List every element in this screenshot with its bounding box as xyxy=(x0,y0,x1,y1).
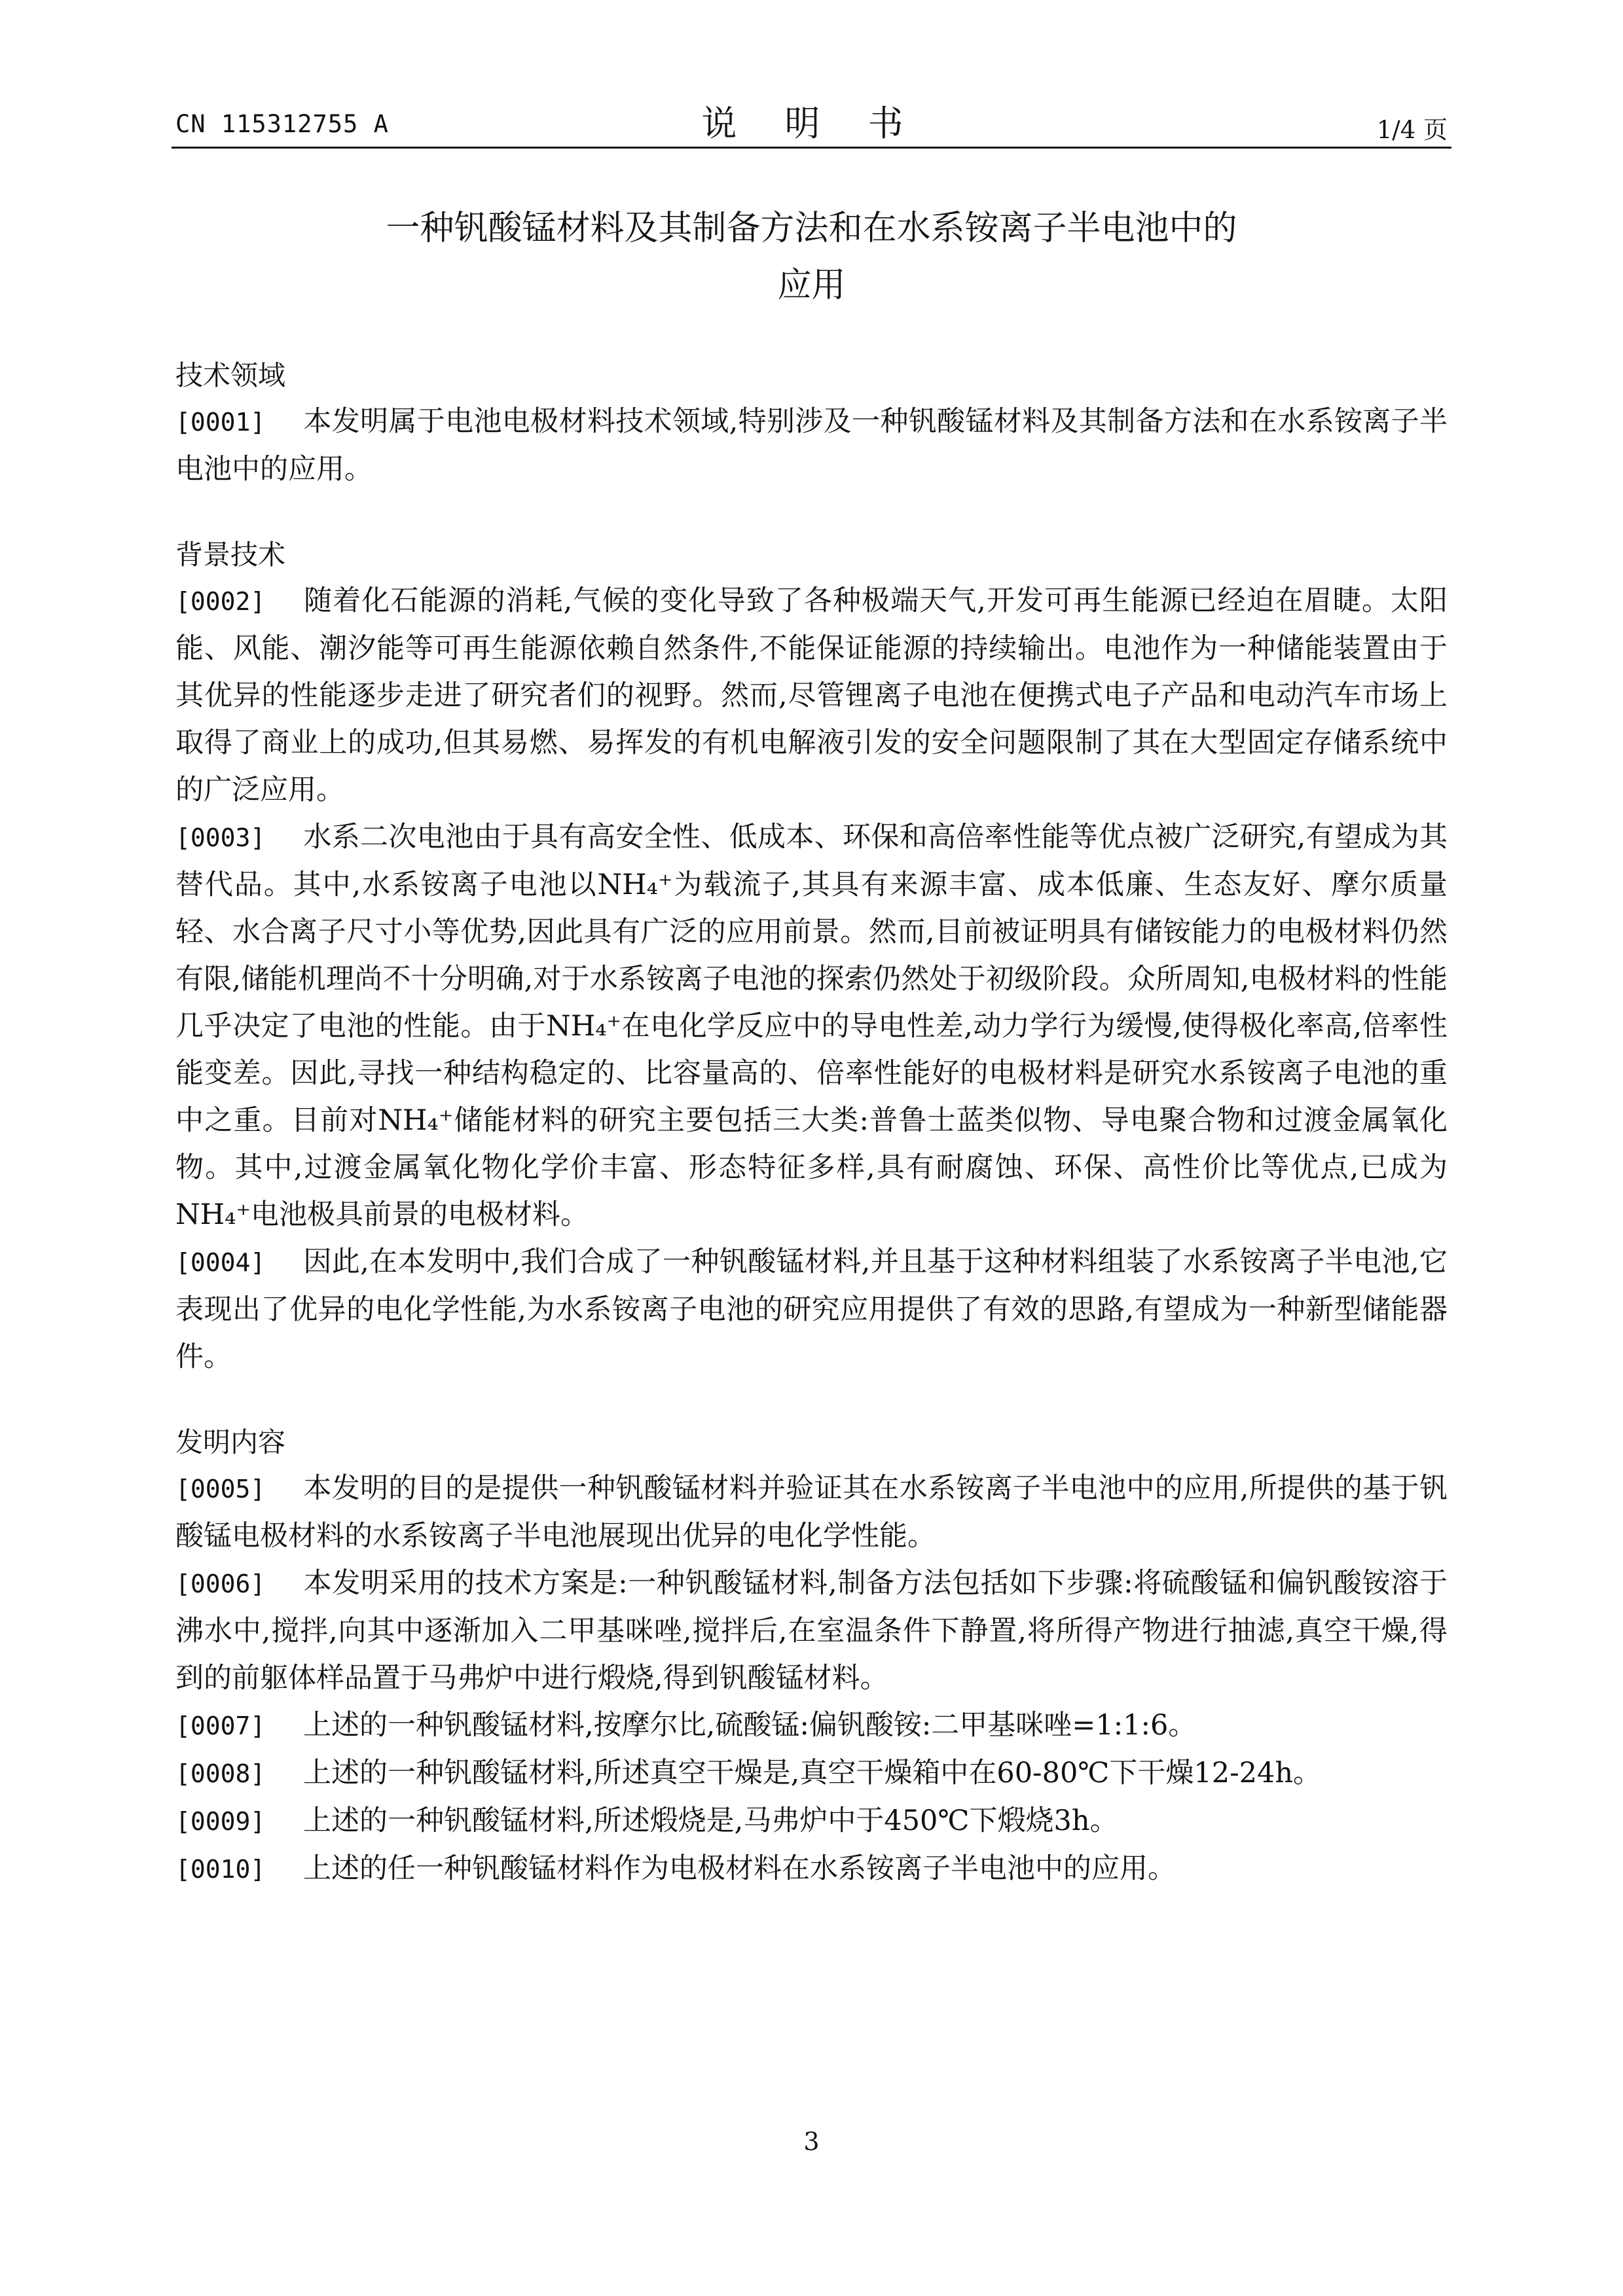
paragraph-number: [0003] xyxy=(175,823,266,852)
document-type-title: 说 明 书 xyxy=(701,103,922,144)
section-heading-summary: 发明内容 xyxy=(175,1426,286,1458)
paragraph-text: 本发明采用的技术方案是:一种钒酸锰材料,制备方法包括如下步骤:将硫酸锰和偏钒酸铵溶于沸水中,搅拌,向其中逐渐加入二甲基咪唑,搅拌后,在室温条件下静置,将所得产物进行抽滤,真空干燥,得到的前躯体样品置于马弗炉中进行煅烧,得到钒酸锰材料。 xyxy=(175,1567,1448,1695)
paragraph-text: 上述的一种钒酸锰材料,所述煅烧是,马弗炉中于450℃下煅烧3h。 xyxy=(303,1804,1118,1837)
header-rule xyxy=(172,147,1451,149)
paragraph-text: 上述的任一种钒酸锰材料作为电极材料在水系铵离子半电池中的应用。 xyxy=(303,1852,1176,1885)
invention-title-line-2: 应用 xyxy=(777,266,846,305)
paragraph-0001 xyxy=(175,398,1448,493)
invention-title-line-1: 一种钒酸锰材料及其制备方法和在水系铵离子半电池中的 xyxy=(386,209,1237,248)
paragraph-number: [0005] xyxy=(175,1475,266,1503)
paragraph-text: 因此,在本发明中,我们合成了一种钒酸锰材料,并且基于这种材料组装了水系铵离子半电池,它表现出了优异的电化学性能,为水系铵离子电池的研究应用提供了有效的思路,有望成为一种新型储能器件。 xyxy=(175,1246,1448,1373)
paragraph-text: 上述的一种钒酸锰材料,按摩尔比,硫酸锰:偏钒酸铵:二甲基咪唑=1:1:6。 xyxy=(303,1709,1197,1742)
paragraph-text: 本发明的目的是提供一种钒酸锰材料并验证其在水系铵离子半电池中的应用,所提供的基于钒酸锰电极材料的水系铵离子半电池展现出优异的电化学性能。 xyxy=(175,1472,1448,1552)
paragraph-text: 上述的一种钒酸锰材料,所述真空干燥是,真空干燥箱中在60-80℃下干燥12-24h。 xyxy=(303,1757,1322,1789)
paragraph-0002 xyxy=(175,577,1448,814)
paragraph-text: 水系二次电池由于具有高安全性、低成本、环保和高倍率性能等优点被广泛研究,有望成为其替代品。其中,水系铵离子电池以NH₄⁺为载流子,其具有来源丰富、成本低廉、生态友好、摩尔质量轻、水合离子尺寸小等优势,因此具有广泛的应用前景。然而,目前被证明具有储铵能力的电极材料仍然有限,储能机理尚不十分明确,对于水系铵离子电池的探索仍然处于初级阶段。众所周知,电极材料的性能几乎决定了电池的性能。由于NH₄⁺在电化学反应中的导电性差,动力学行为缓慢,使得极化率高,倍率性能变差。因此,寻找一种结构稳定的、比容量高的、倍率性能好的电极材料是研究水系铵离子电池的重中之重。目前对NH₄⁺储能材料的研究主要包括三大类:普鲁士蓝类似物、导电聚合物和过渡金属氧化物。其中,过渡金属氧化物化学价丰富、形态特征多样,具有耐腐蚀、环保、高性价比等优点,已成为NH₄⁺电池极具前景的电极材料。 xyxy=(175,821,1448,1231)
paragraph-text: 随着化石能源的消耗,气候的变化导致了各种极端天气,开发可再生能源已经迫在眉睫。太阳能、风能、潮汐能等可再生能源依赖自然条件,不能保证能源的持续输出。电池作为一种储能装置由于其优异的性能逐步走进了研究者们的视野。然而,尽管锂离子电池在便携式电子产品和电动汽车市场上取得了商业上的成功,但其易燃、易挥发的有机电解液引发的安全问题限制了其在大型固定存储系统中的广泛应用。 xyxy=(175,584,1448,806)
paragraph-0006 xyxy=(175,1560,1448,1702)
page-info: 1/4 页 xyxy=(1376,116,1448,144)
paragraph-0009 xyxy=(175,1797,1448,1845)
paragraph-number: [0010] xyxy=(175,1855,266,1884)
paragraph-number: [0007] xyxy=(175,1712,266,1740)
invention-title xyxy=(0,200,1623,314)
paragraph-number: [0004] xyxy=(175,1248,266,1277)
paragraph-0005 xyxy=(175,1465,1448,1560)
paragraph-number: [0002] xyxy=(175,587,266,616)
page-number: 3 xyxy=(803,2127,820,2156)
paragraph-0010 xyxy=(175,1845,1448,1893)
paragraph-0004 xyxy=(175,1238,1448,1380)
paragraph-0007 xyxy=(175,1702,1448,1749)
paragraph-number: [0009] xyxy=(175,1807,266,1836)
paragraph-number: [0008] xyxy=(175,1759,266,1788)
publication-number: CN 115312755 A xyxy=(175,110,389,138)
paragraph-0008 xyxy=(175,1749,1448,1797)
paragraph-0003 xyxy=(175,814,1448,1238)
section-heading-technical-field: 技术领域 xyxy=(175,359,286,391)
paragraph-text: 本发明属于电池电极材料技术领域,特别涉及一种钒酸锰材料及其制备方法和在水系铵离子半电池中的应用。 xyxy=(175,405,1448,486)
document-body xyxy=(175,353,1448,1893)
section-heading-background: 背景技术 xyxy=(175,539,286,571)
paragraph-number: [0006] xyxy=(175,1570,266,1598)
paragraph-number: [0001] xyxy=(175,408,266,437)
